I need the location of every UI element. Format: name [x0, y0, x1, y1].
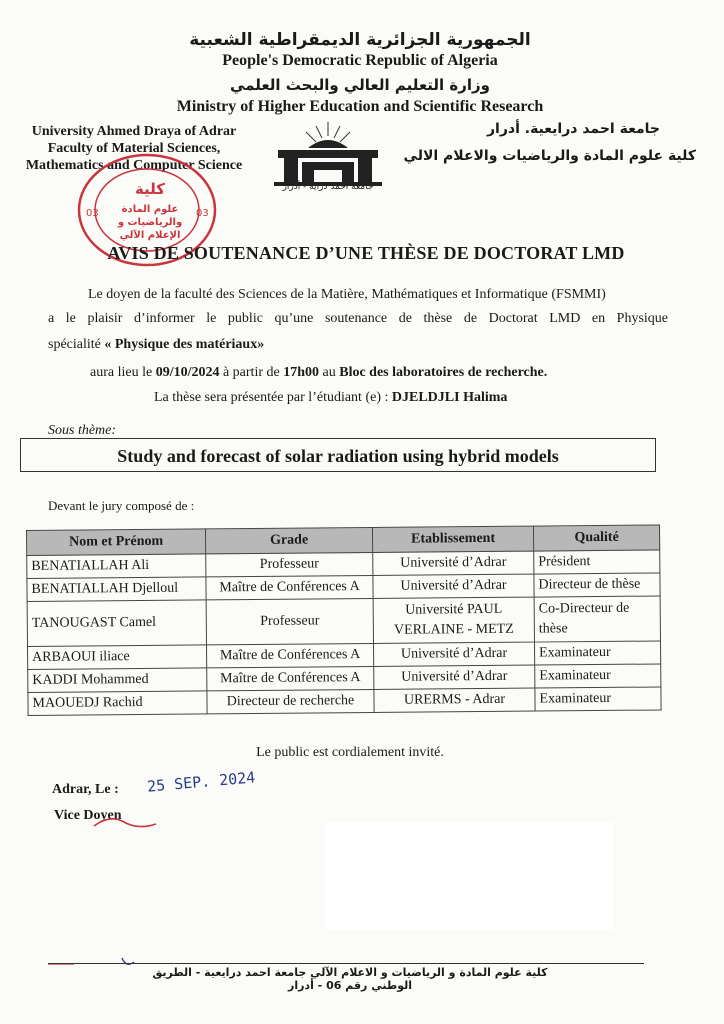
redacted-area — [325, 822, 613, 930]
footer-rule — [48, 963, 644, 964]
jury-etablissement: Université PAUL VERLAINE - METZ — [373, 597, 534, 643]
defense-time: 17h00 — [283, 365, 320, 380]
student-label: La thèse sera présentée par l’étudiant (e) : — [154, 390, 392, 405]
jury-name: BENATIALLAH Djelloul — [27, 577, 206, 602]
adrar-date-label: Adrar, Le : — [52, 782, 119, 797]
jury-name: KADDI Mohammed — [28, 668, 207, 693]
jury-grade: Maître de Conférences A — [207, 666, 374, 690]
student-name: DJELDJLI Halima — [391, 390, 508, 405]
jury-qualite: Examinateur — [535, 687, 661, 711]
jury-qualite: Co-Directeur de thèse — [534, 596, 660, 642]
notice-line4 — [90, 364, 547, 382]
time-label: à partir de — [219, 365, 284, 380]
faculty-line2-en: Mathematics and Computer Science — [25, 158, 243, 173]
specialite-value: « Physique des matériaux» — [104, 337, 265, 352]
col-etablissement: Etablissement — [372, 526, 533, 552]
faculty-line1-en: Faculty of Material Sciences, — [47, 141, 221, 156]
table-row — [28, 687, 661, 716]
university-name-en: University Ahmed Draya of Adrar — [31, 124, 237, 139]
logo-caption: جامعة أحمد دراية - أدرار — [282, 182, 374, 192]
jury-grade: Professeur — [206, 552, 373, 576]
sous-theme-label: Sous thème: — [48, 423, 117, 438]
thesis-title-box — [20, 438, 656, 472]
jury-etablissement: Université d’Adrar — [374, 665, 535, 689]
svg-text:03: 03 — [86, 208, 99, 219]
vice-doyen-label: Vice Doyen — [54, 808, 122, 823]
faculty-name-ar: كلية علوم المادة والرياضيات والاعلام الالي — [403, 148, 696, 164]
col-grade: Grade — [205, 527, 372, 553]
university-name-ar: جامعة احمد درايعية. أدرار — [486, 121, 660, 137]
specialite-label: spécialité — [48, 337, 105, 352]
jury-grade: Professeur — [206, 598, 373, 644]
ministry-en: Ministry of Higher Education and Scientific Research — [176, 98, 544, 115]
signature-mark — [90, 812, 160, 832]
thesis-title: Study and forecast of solar radiation using hybrid models — [117, 446, 559, 466]
col-qualite: Qualité — [533, 525, 659, 551]
stamp-title: كلية — [134, 180, 166, 198]
jury-etablissement: Université d’Adrar — [373, 574, 534, 598]
defense-date: 09/10/2024 — [155, 365, 220, 380]
notice-line3 — [48, 336, 264, 354]
jury-qualite: Directeur de thèse — [534, 573, 660, 597]
jury-grade: Maître de Conférences A — [206, 575, 373, 599]
jury-name: BENATIALLAH Ali — [27, 554, 206, 579]
public-invitation: Le public est cordialement invité. — [256, 745, 444, 760]
date-label: aura lieu le — [90, 365, 156, 380]
jury-table — [26, 524, 662, 716]
jury-qualite: Examinateur — [535, 664, 661, 688]
jury-grade: Directeur de recherche — [207, 689, 374, 713]
col-nom: Nom et Prénom — [27, 529, 206, 556]
republic-ar: الجمهورية الجزائرية الديمقراطية الشعبية — [189, 30, 531, 50]
footer-address: كلية علوم المادة و الرياضيات و الاعلام الآلي جامعة احمد درايعية - الطريق الوطني رقم 06 - أدرار — [152, 966, 548, 992]
stamp-text: علوم المادة والرياضيات و الإعلام الآلي — [117, 204, 183, 241]
jury-etablissement: Université d’Adrar — [373, 551, 534, 575]
date-stamp: 25 SEP. 2024 — [146, 768, 256, 796]
jury-etablissement: URERMS - Adrar — [374, 688, 535, 712]
notice-line1: Le doyen de la faculté des Sciences de la Matière, Mathématiques et Informatique (FSMMI) — [88, 287, 606, 302]
notice-line5 — [154, 389, 507, 407]
notice-line2: a le plaisir d’informer le public qu’une soutenance de thèse de Doctorat LMD en Physique — [48, 311, 668, 326]
svg-text:03: 03 — [196, 208, 209, 219]
table-row — [27, 596, 660, 647]
notice-title: AVIS DE SOUTENANCE D’UNE THÈSE DE DOCTORAT LMD — [107, 243, 625, 263]
jury-name: MAOUEDJ Rachid — [28, 691, 207, 716]
place-label: au — [319, 365, 340, 380]
republic-en: People's Democratic Republic of Algeria — [222, 52, 498, 69]
jury-qualite: Examinateur — [534, 641, 660, 665]
jury-intro: Devant le jury composé de : — [48, 498, 195, 513]
jury-qualite: Président — [534, 550, 660, 574]
jury-etablissement: Université d’Adrar — [374, 642, 535, 666]
footer-marks — [44, 956, 154, 972]
jury-grade: Maître de Conférences A — [207, 643, 374, 667]
jury-name: TANOUGAST Camel — [27, 600, 206, 647]
ministry-ar: وزارة التعليم العالي والبحث العلمي — [229, 76, 491, 94]
defense-place: Bloc des laboratoires de recherche. — [339, 365, 548, 380]
jury-name: ARBAOUI iliace — [28, 645, 207, 670]
